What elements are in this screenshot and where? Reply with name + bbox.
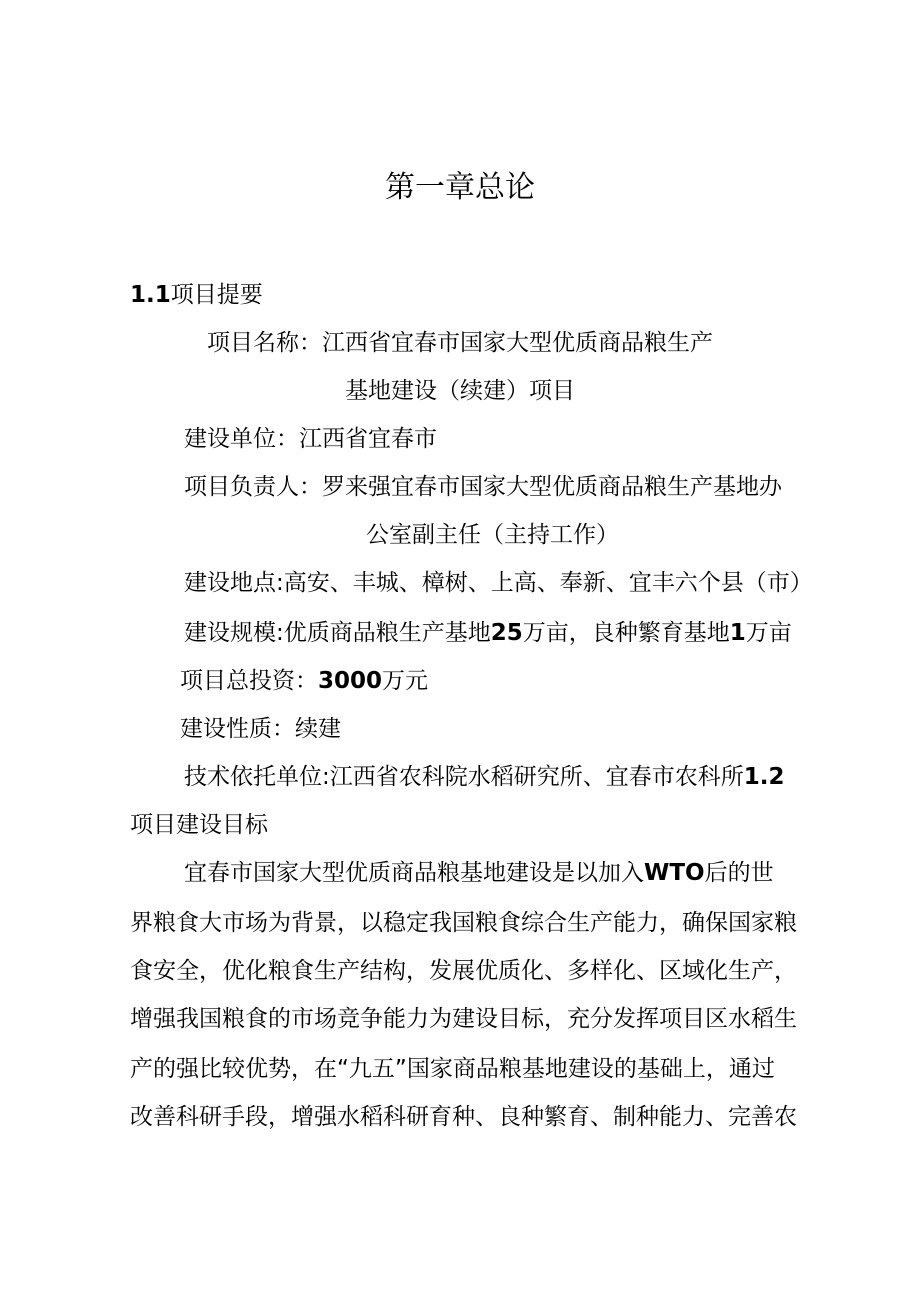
location-label: 建设地点: — [184, 570, 284, 596]
project-name-line — [207, 328, 713, 358]
leader-line — [184, 472, 782, 502]
tech-label: 技术依托单位: — [184, 764, 330, 790]
paragraph-line-1-b: 后的世 — [704, 860, 774, 886]
scale-number-a: 25 — [490, 620, 523, 646]
paragraph-line-5: 产的强比较优势，在“九五”国家商品粮基地建设的基础上，通过 — [130, 1056, 775, 1082]
leader-value: 罗来强宜春市国家大型优质商品粮生产基地办 — [322, 474, 782, 500]
leader-continuation: 公室副主任（主持工作） — [366, 522, 619, 548]
project-name-label: 项目名称： — [207, 330, 322, 356]
investment-label: 项目总投资： — [180, 668, 318, 694]
tech-line — [184, 762, 785, 792]
nature-line — [180, 714, 341, 744]
investment-line — [180, 666, 428, 696]
tech-value: 江西省农科院水稻研究所、宜春市农科所 — [329, 764, 744, 790]
investment-number: 3000 — [318, 668, 383, 694]
scale-line — [184, 618, 792, 648]
location-value: 高安、丰城、樟树、上高、奉新、宜丰六个县（市） — [283, 570, 813, 596]
scale-value-b: 万亩，良种繁育基地 — [522, 620, 730, 646]
leader-label: 项目负责人： — [184, 474, 322, 500]
scale-label: 建设规模: — [184, 620, 284, 646]
unit-label: 建设单位： — [184, 426, 299, 452]
unit-line — [184, 424, 437, 454]
nature-label: 建设性质： — [180, 716, 295, 742]
section-heading-1-1 — [130, 280, 263, 310]
chapter-title: 第一章总论 — [385, 170, 535, 205]
next-section-heading: 项目建设目标 — [130, 812, 268, 838]
investment-unit: 万元 — [382, 668, 429, 694]
project-name-value: 江西省宜春市国家大型优质商品粮生产 — [322, 330, 713, 356]
project-name-continuation: 基地建设（续建）项目 — [345, 378, 575, 404]
paragraph-line-1-a: 宜春市国家大型优质商品粮基地建设是以加入 — [184, 860, 644, 886]
scale-number-b: 1 — [729, 620, 746, 646]
scale-value-c: 万亩 — [745, 620, 792, 646]
section-heading-text: 项目提要 — [170, 282, 263, 308]
unit-value: 江西省宜春市 — [299, 426, 437, 452]
paragraph-line-1 — [184, 858, 774, 888]
section-number: 1.1 — [130, 282, 171, 308]
location-line — [184, 568, 813, 598]
wto-text: WTO — [644, 860, 705, 886]
paragraph-line-4: 增强我国粮食的市场竞争能力为建设目标，充分发挥项目区水稻生 — [130, 1006, 797, 1032]
nature-value: 续建 — [295, 716, 341, 742]
next-section-number: 1.2 — [743, 764, 785, 790]
paragraph-line-6: 改善科研手段，增强水稻科研育种、良种繁育、制种能力、完善农 — [130, 1104, 797, 1130]
paragraph-line-2: 界粮食大市场为背景，以稳定我国粮食综合生产能力，确保国家粮 — [130, 910, 797, 936]
scale-value-a: 优质商品粮生产基地 — [283, 620, 491, 646]
paragraph-line-3: 食安全，优化粮食生产结构，发展优质化、多样化、区域化生产， — [130, 958, 797, 984]
